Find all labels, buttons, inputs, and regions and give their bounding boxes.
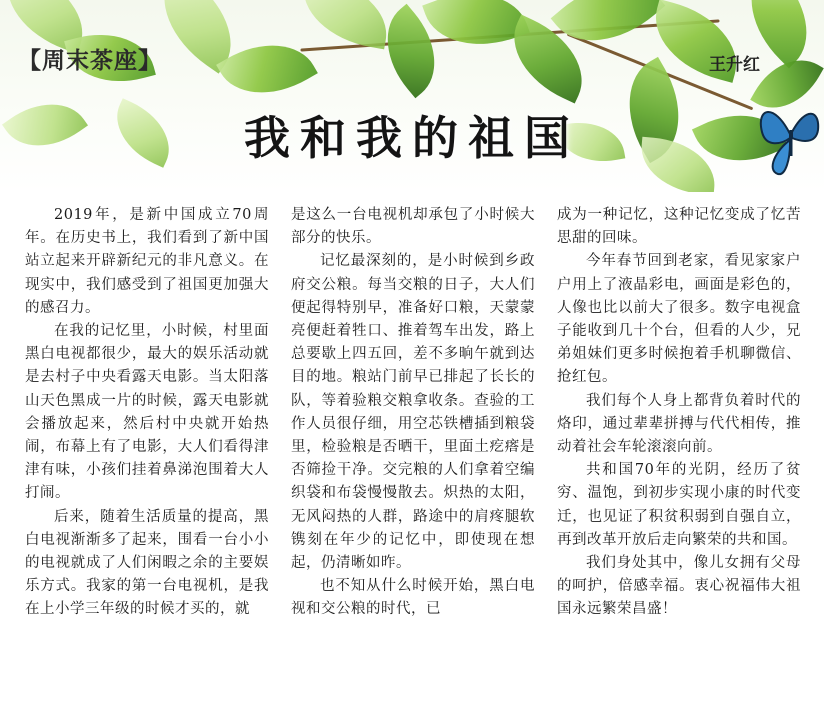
article-column-3 [557,204,801,709]
paragraph: 记忆最深刻的，是小时候到乡政府交公粮。每当交粮的日子，大人们便起得特别早，准备好口粮，天蒙蒙亮便赶着牲口、推着驾车出发，路上总要歇上四五回，差不多晌午就到达目的地。粮站门前早已排起了长长的队，等着验粮交粮拿收条。查验的工作人员很仔细，用空芯铁槽插到粮袋里，检验粮是否晒干，里面土疙瘩是否筛捡干净。交完粮的人们拿着空编织袋和布袋慢慢散去。炽热的太阳，无风闷热的人群，路途中的肩疼腿软镌刻在年少的记忆中，即使现在想起，仍清晰如昨。 [291,253,535,572]
paragraph: 在我的记忆里，小时候，村里面黑白电视都很少，最大的娱乐活动就是去村子中央看露天电影。当太阳落山天色黑成一片的时候，露天电影就会播放起来，然后村中央就开始热闹，布幕上有了电影，大人们看得津津有味，小孩们挂着鼻涕泡围着大人打闹。 [25,323,269,502]
paragraph: 共和国70年的光阴，经历了贫穷、温饱，到初步实现小康的时代变迁，也见证了积贫积弱到自强自立，再到改革开放后走向繁荣的共和国。 [557,462,801,548]
paragraph: 后来，随着生活质量的提高，黑白电视渐渐多了起来，围看一台小小的电视就成了人们闲暇之余的主要娱乐方式。我家的第一台电视机，是我在上小学三年级的时候才买的，就 [25,508,269,618]
leaf-decoration [295,0,394,49]
paragraph: 也不知从什么时候开始，黑白电视和交公粮的时代，已 [291,578,535,618]
article-body [25,204,805,709]
paragraph: 今年春节回到老家，看见家家户户用上了液晶彩电，画面是彩色的，人像也比以前大了很多。数字电视盒子能收到几十个台，但看的人少，兄弟姐妹们更多时候抱着手机聊微信、抢红包。 [557,253,801,386]
paragraph-continued: 是这么一台电视机却承包了小时候大部分的快乐。 [291,207,535,247]
article-column-1 [25,204,269,709]
author-name: 王升红 [709,55,760,75]
column-tag: 【周末茶座】 [18,48,162,74]
header-banner [0,0,824,192]
paragraph: 2019年，是新中国成立70周年。在历史书上，我们看到了新中国站立起来开辟新纪元的非凡意义。在现实中，我们感受到了祖国更加强大的感召力。 [25,207,269,316]
paragraph: 我们身处其中，像儿女拥有父母的呵护，倍感幸福。衷心祝福伟大祖国永远繁荣昌盛！ [557,555,801,618]
article-column-2 [291,204,535,709]
paragraph: 我们每个人身上都背负着时代的烙印，通过辈辈拼搏与代代相传，推动着社会车轮滚滚向前。 [557,392,801,456]
article-title: 我和我的祖国 [244,111,580,165]
paragraph-continued: 成为一种记忆，这种记忆变成了忆苦思甜的回味。 [557,207,801,247]
